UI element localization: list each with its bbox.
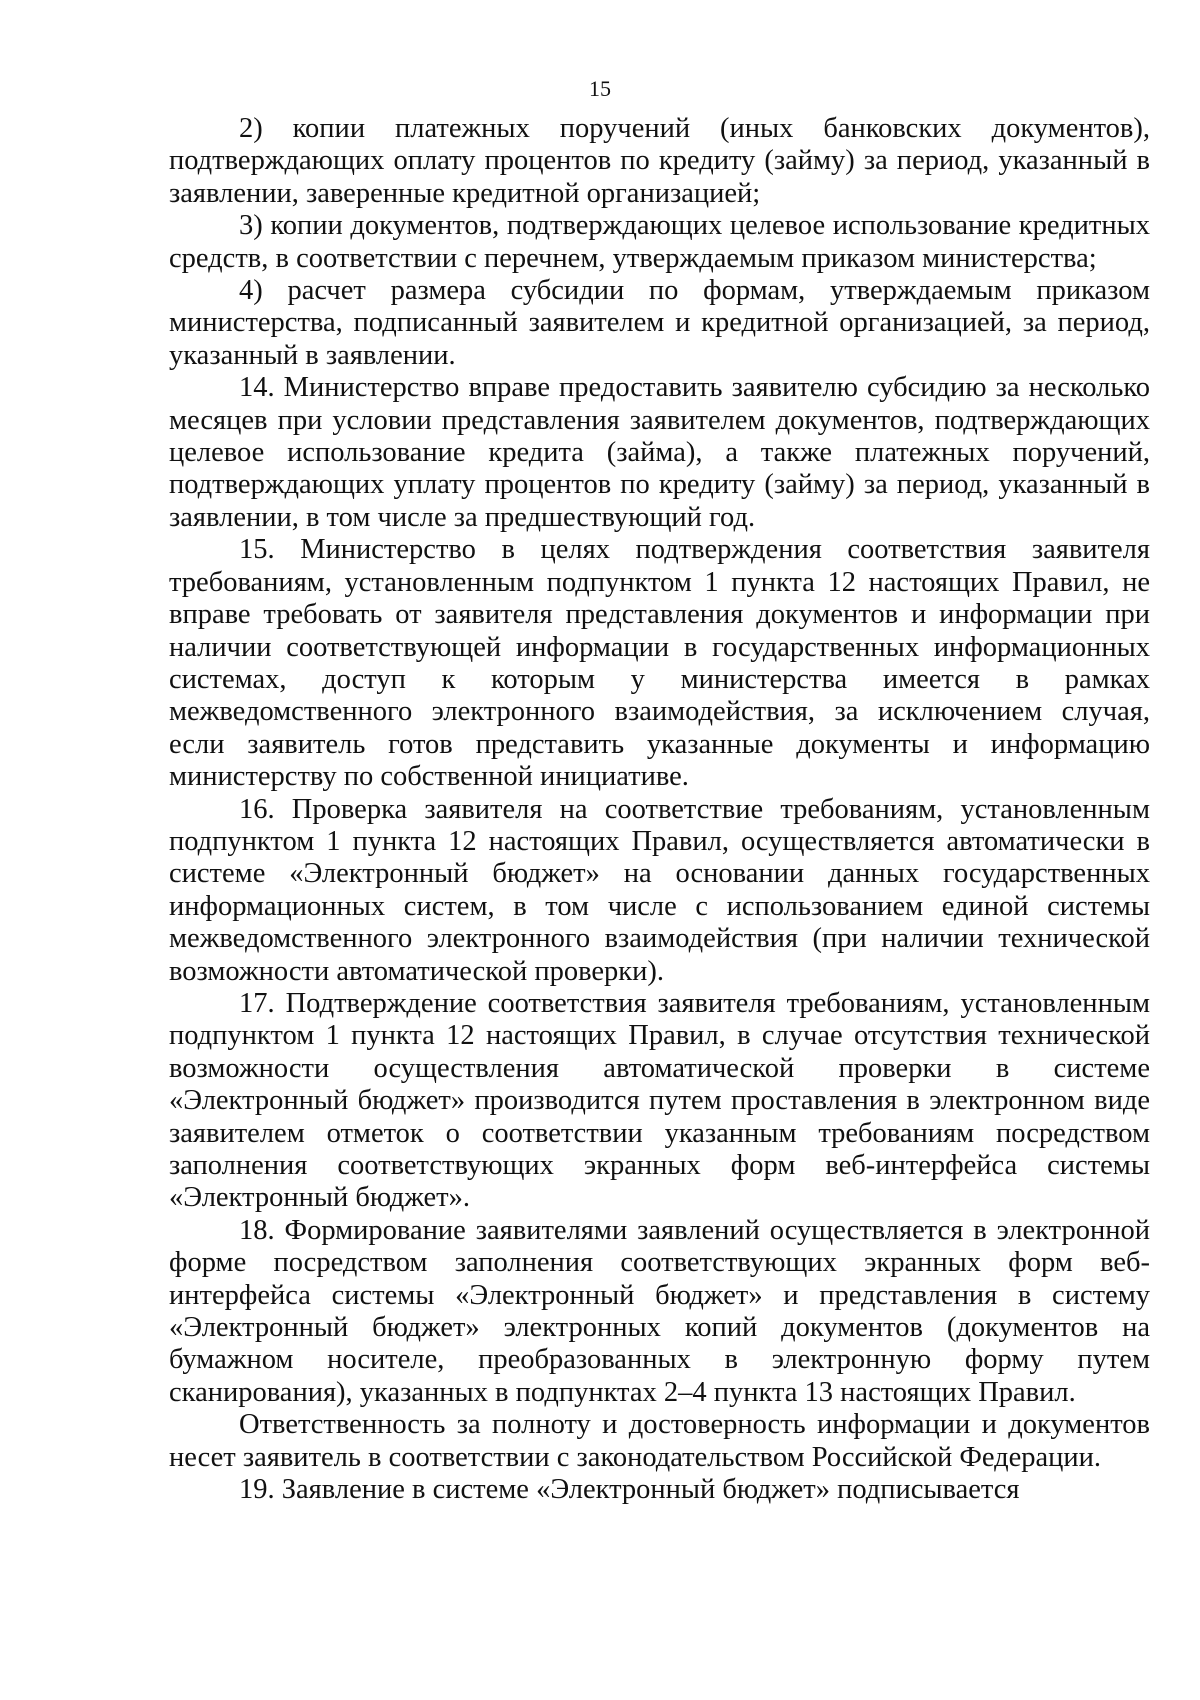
paragraph-16: 16. Проверка заявителя на соответствие требованиям, установленным подпунктом 1 пункта 12 настоящих Правил, осуществляется автоматически в системе «Электронный бюджет» на основании данных государственных информационных систем, в том числе с использованием единой системы межведомственного электронного взаимодействия (при наличии технической возможности автоматической проверки).	[169, 793, 1150, 987]
paragraph-subitem-2: 2) копии платежных поручений (иных банковских документов), подтверждающих оплату процентов по кредиту (займу) за период, указанный в заявлении, заверенные кредитной организацией;	[169, 113, 1150, 209]
paragraph-subitem-3: 3) копии документов, подтверждающих целевое использование кредитных средств, в соответствии с перечнем, утверждаемым приказом министерства;	[169, 210, 1150, 274]
paragraph-17: 17. Подтверждение соответствия заявителя требованиям, установленным подпунктом 1 пункта 12 настоящих Правил, в случае отсутствия технической возможности осуществления автоматической проверки в системе «Электронный бюджет» производится путем проставления в электронном виде заявителем отметок о соответствии указанным требованиям посредством заполнения соответствующих экранных форм веб-интерфейса системы «Электронный бюджет».	[169, 987, 1150, 1214]
paragraph-subitem-4: 4) расчет размера субсидии по формам, утверждаемым приказом министерства, подписанный заявителем и кредитной организацией, за период, указанный в заявлении.	[169, 275, 1150, 371]
document-body	[169, 113, 1150, 1506]
paragraph-14: 14. Министерство вправе предоставить заявителю субсидию за несколько месяцев при условии представления заявителем документов, подтверждающих целевое использование кредита (займа), а также платежных поручений, подтверждающих уплату процентов по кредиту (займу) за период, указанный в заявлении, в том числе за предшествующий год.	[169, 372, 1150, 533]
paragraph-15: 15. Министерство в целях подтверждения соответствия заявителя требованиям, установленным подпунктом 1 пункта 12 настоящих Правил, не вправе требовать от заявителя представления документов и информации при наличии соответствующей информации в государственных информационных системах, доступ к которым у министерства имеется в рамках межведомственного электронного взаимодействия, за исключением случая, если заявитель готов представить указанные документы и информацию министерству по собственной инициативе.	[169, 534, 1150, 793]
page-number: 15	[589, 76, 611, 101]
paragraph-responsibility: Ответственность за полноту и достоверность информации и документов несет заявитель в соответствии с законодательством Российской Федерации.	[169, 1409, 1150, 1473]
paragraph-18: 18. Формирование заявителями заявлений осуществляется в электронной форме посредством заполнения соответствующих экранных форм веб-интерфейса системы «Электронный бюджет» и представления в систему «Электронный бюджет» электронных копий документов (документов на бумажном носителе, преобразованных в электронную форму путем сканирования), указанных в подпунктах 2–4 пункта 13 настоящих Правил.	[169, 1214, 1150, 1408]
paragraph-19: 19. Заявление в системе «Электронный бюджет» подписывается	[239, 1474, 1020, 1506]
